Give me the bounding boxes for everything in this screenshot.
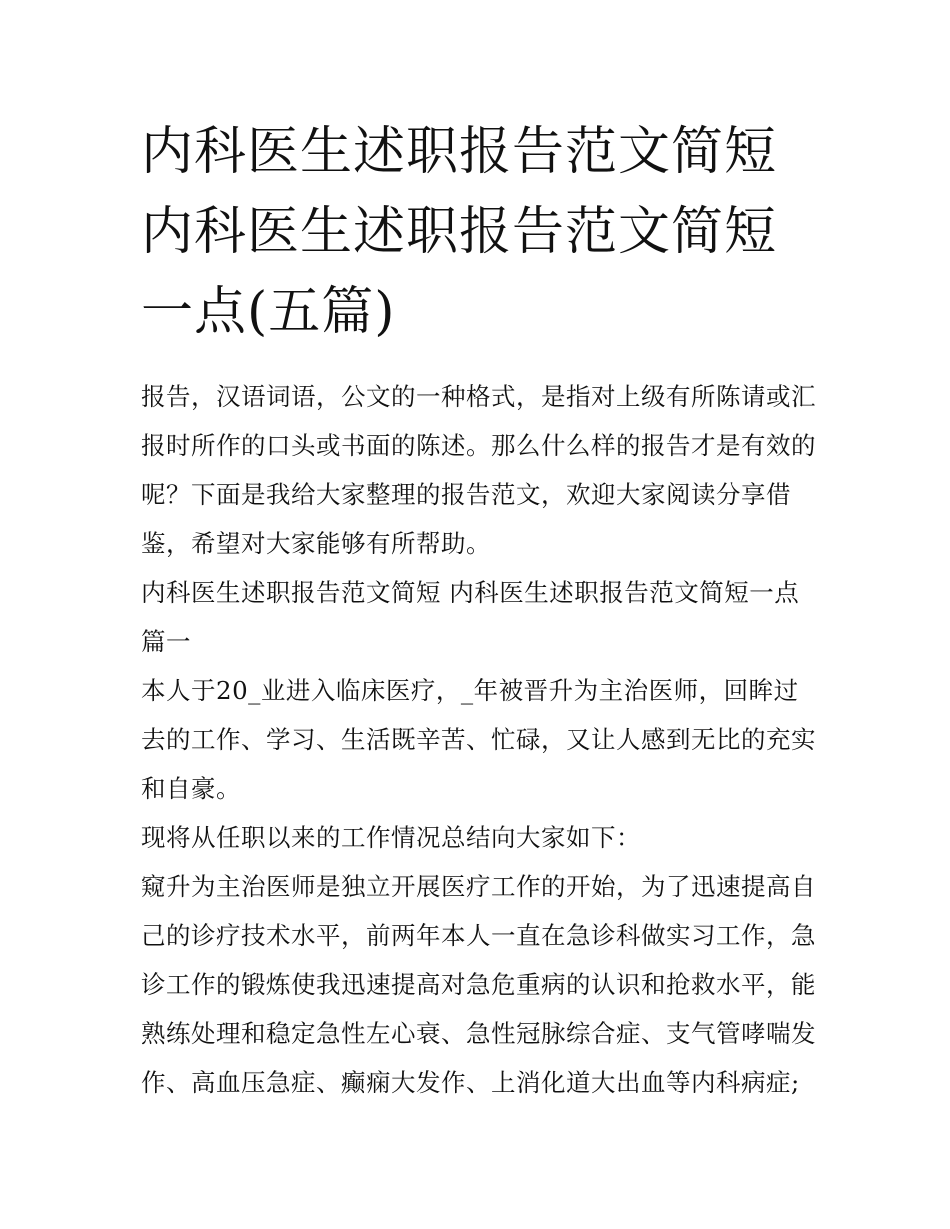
body-paragraph: 窥升为主治医师是独立开展医疗工作的开始，为了迅速提高自己的诊疗技术水平，前两年本人一直在急诊科做实习工作，急诊工作的锻炼使我迅速提高对急危重病的认识和抢救水平，能熟练处理和稳定急性左心衰、急性冠脉综合症、支气管哮喘发作、高血压急症、癫痫大发作、上消化道大出血等内科病症; xyxy=(141,872,816,1097)
document-title: 内科医生述职报告范文简短 内科医生述职报告范文简短一点(五篇) xyxy=(141,122,778,342)
document-content xyxy=(141,112,816,1107)
body-paragraph: 本人于20_业进入临床医疗，_年被晋升为主治医师，回眸过去的工作、学习、生活既辛苦、忙碌，又让人感到无比的充实和自豪。 xyxy=(141,676,816,803)
body-paragraph: 现将从任职以来的工作情况总结向大家如下： xyxy=(141,823,641,852)
section-heading: 内科医生述职报告范文简短 内科医生述职报告范文简短一点篇一 xyxy=(141,578,800,656)
document-body xyxy=(141,372,816,1107)
intro-paragraph: 报告，汉语词语，公文的一种格式，是指对上级有所陈请或汇报时所作的口头或书面的陈述。那么什么样的报告才是有效的呢？下面是我给大家整理的报告范文，欢迎大家阅读分享借鉴，希望对大家能够有所帮助。 xyxy=(141,382,816,558)
